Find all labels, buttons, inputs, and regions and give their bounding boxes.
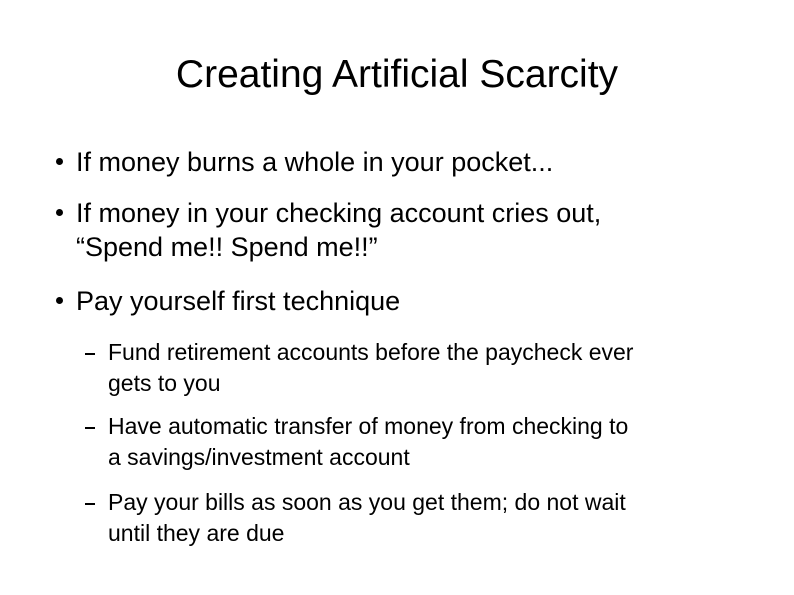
bullet-line: Pay yourself first technique <box>76 286 401 316</box>
bullet-line: If money burns a whole in your pocket... <box>76 147 554 177</box>
subbullet-line: Have automatic transfer of money from checking to <box>108 413 629 439</box>
subbullet-line: gets to you <box>108 370 221 396</box>
bullet-text <box>76 145 553 179</box>
bullet-line: If money in your checking account cries out, <box>76 198 602 228</box>
bullet-dot-icon <box>56 297 63 304</box>
subbullet-line: a savings/investment account <box>108 444 410 470</box>
bullet-line: “Spend me!! Spend me!!” <box>76 232 378 262</box>
subbullet-text <box>108 487 626 549</box>
bullet-text <box>76 284 400 318</box>
bullet-dot-icon <box>56 158 63 165</box>
subbullet-text <box>108 337 633 399</box>
slide-title: Creating Artificial Scarcity <box>175 53 619 96</box>
bullet-text <box>76 196 601 264</box>
subbullet-line: Fund retirement accounts before the paycheck ever <box>108 339 634 365</box>
subbullet-line: until they are due <box>108 520 285 546</box>
subbullet-line: Pay your bills as soon as you get them; do not wait <box>108 489 626 515</box>
dash-icon <box>85 427 95 429</box>
dash-icon <box>85 353 95 355</box>
subbullet-text <box>108 411 628 473</box>
bullet-dot-icon <box>56 209 63 216</box>
dash-icon <box>85 503 95 505</box>
